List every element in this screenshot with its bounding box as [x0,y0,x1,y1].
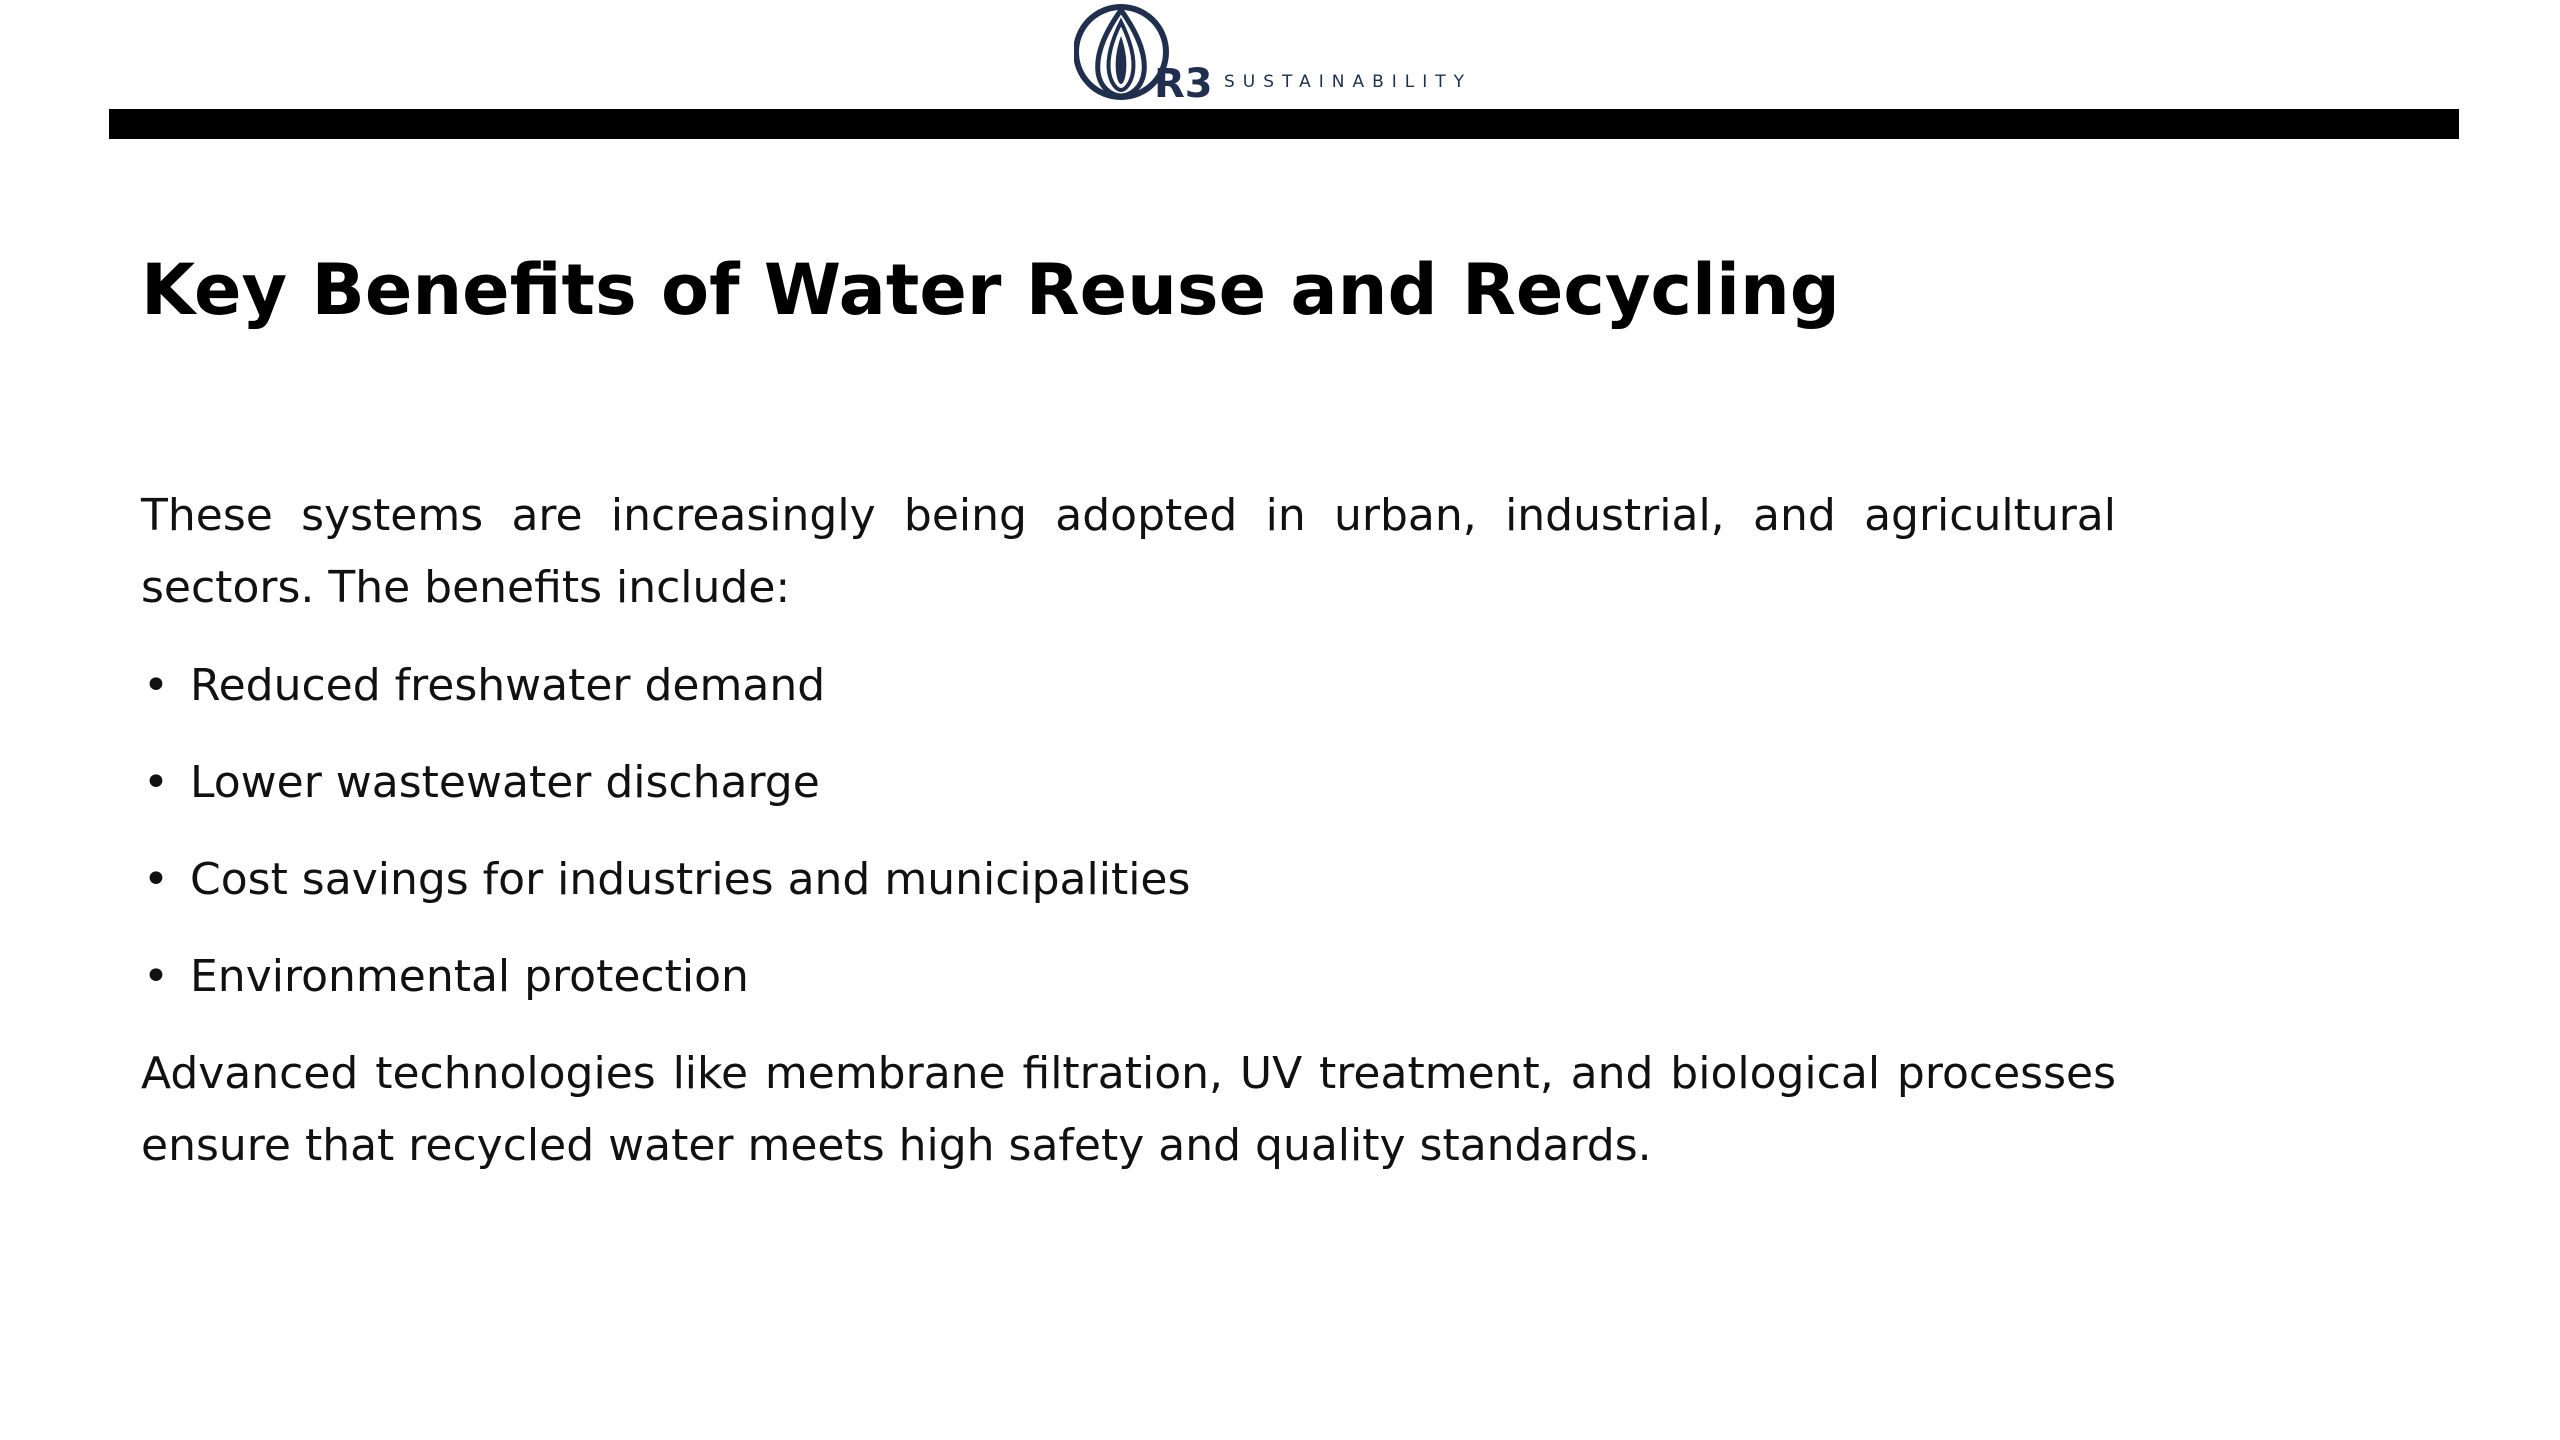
closing-paragraph: Advanced technologies like membrane filtration, UV treatment, and biological processes ensure that recycled water meets high safety and quality standards. [141,1048,2116,1171]
header-bar [109,109,2459,139]
list-item-text: Lower wastewater discharge [190,757,820,808]
list-item [141,941,2116,1013]
bullet-icon: • [143,757,169,808]
list-item-text: Cost savings for industries and municipalities [190,854,1191,905]
bullet-icon: • [143,951,169,1002]
slide-title: Key Benefits of Water Reuse and Recycling [141,249,1840,331]
bullet-icon: • [143,854,169,905]
list-item-text: Reduced freshwater demand [190,660,826,711]
list-item [141,747,2116,819]
logo-wordmark: SUSTAINABILITY [1224,72,1473,92]
list-item-text: Environmental protection [190,951,749,1002]
company-logo [1074,4,1514,104]
list-item [141,844,2116,916]
bullet-icon: • [143,660,169,711]
logo-mark: R3 [1154,61,1213,104]
slide-body [141,480,2116,1182]
benefits-list [141,650,2116,1013]
intro-paragraph: These systems are increasingly being adopted in urban, industrial, and agricultural sectors. The benefits include: [141,490,2116,613]
water-drop-icon [1074,4,1234,104]
list-item [141,650,2116,722]
